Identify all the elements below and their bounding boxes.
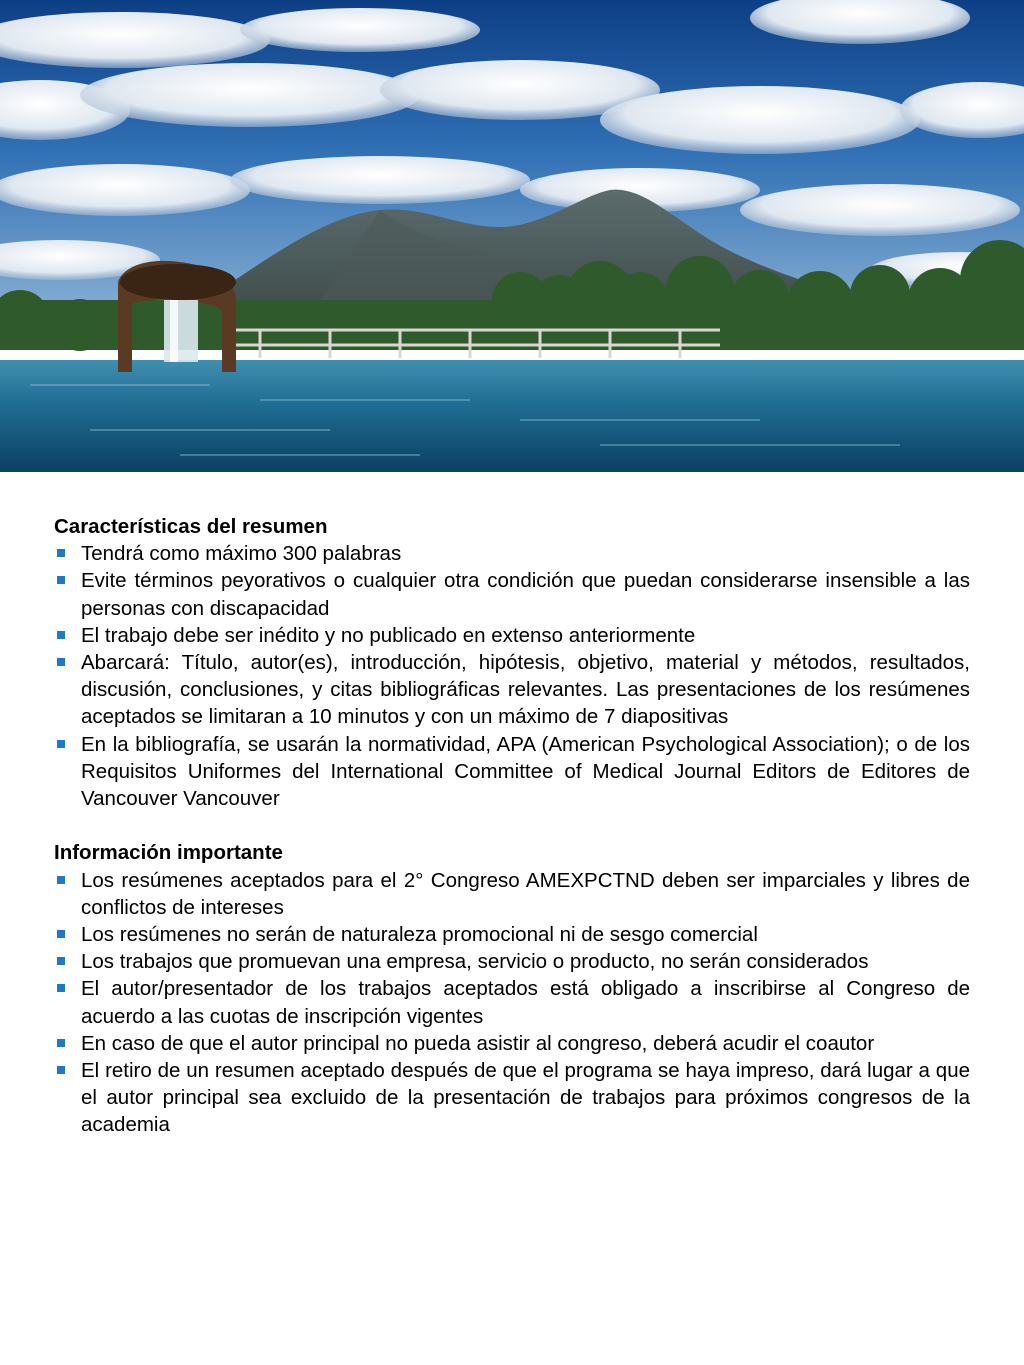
list-item-text: El autor/presentador de los trabajos aceptados está obligado a inscribirse al Congreso de acuerdo a las cuotas de inscripción vigentes: [81, 977, 970, 1028]
square-bullet-icon: [57, 631, 65, 639]
list-item-text: Tendrá como máximo 300 palabras: [81, 542, 402, 566]
list-item-text: Los resúmenes aceptados para el 2° Congreso AMEXPCTND deben ser imparciales y libres de conflictos de intereses: [81, 868, 970, 919]
list-item-text: En caso de que el autor principal no pueda asistir al congreso, deberá acudir el coautor: [81, 1031, 875, 1055]
square-bullet-icon: [57, 740, 65, 748]
section-title: Información importante: [54, 841, 283, 865]
section-spacer: [54, 812, 970, 839]
list-item: [54, 867, 970, 921]
square-bullet-icon: [57, 957, 65, 965]
list-item: [54, 622, 970, 649]
hero-landscape-photo: [0, 0, 1024, 472]
square-bullet-icon: [57, 576, 65, 584]
section-informacion-importante: [54, 839, 970, 1138]
square-bullet-icon: [57, 658, 65, 666]
list-item-text: En la bibliografía, se usarán la normatividad, APA (American Psychological Association); o de los Requisitos Uniformes del International Committee of Medical Journal Editors de Editores de Vancouver Vancouver: [81, 732, 970, 811]
square-bullet-icon: [57, 549, 65, 557]
list-item: [54, 540, 970, 567]
abstract-guidelines: [54, 513, 970, 1139]
bullet-list: [54, 867, 970, 1139]
list-item-text: Los trabajos que promuevan una empresa, servicio o producto, no serán considerados: [81, 950, 869, 974]
list-item: [54, 921, 970, 948]
list-item: [54, 1030, 970, 1057]
bullet-list: [54, 540, 970, 812]
square-bullet-icon: [57, 930, 65, 938]
list-item: [54, 731, 970, 813]
section-title: Características del resumen: [54, 515, 328, 538]
list-item: [54, 649, 970, 731]
list-item-text: Los resúmenes no serán de naturaleza promocional ni de sesgo comercial: [81, 923, 758, 947]
list-item-text: Evite términos peyorativos o cualquier otra condición que puedan considerarse insensible a las personas con discapacidad: [81, 569, 970, 620]
list-item: [54, 1057, 970, 1139]
list-item: [54, 975, 970, 1029]
square-bullet-icon: [57, 1066, 65, 1074]
list-item-text: El trabajo debe ser inédito y no publicado en extenso anteriormente: [81, 623, 696, 647]
square-bullet-icon: [57, 984, 65, 992]
water: [0, 360, 1024, 472]
square-bullet-icon: [57, 1039, 65, 1047]
section-caracteristicas-resumen: [54, 513, 970, 812]
list-item: [54, 948, 970, 975]
list-item-text: El retiro de un resumen aceptado después de que el programa se haya impreso, dará lugar a que el autor principal sea excluido de la presentación de trabajos para próximos congresos de la academia: [81, 1059, 970, 1137]
list-item-text: Abarcará: Título, autor(es), introducción, hipótesis, objetivo, material y métodos, resultados, discusión, conclusiones, y citas bibliográficas relevantes. Las presentaciones de los resúmenes aceptados se limitaran a 10 minutos y con un máximo de 7 diapositivas: [81, 651, 970, 729]
square-bullet-icon: [57, 876, 65, 884]
list-item: [54, 567, 970, 621]
